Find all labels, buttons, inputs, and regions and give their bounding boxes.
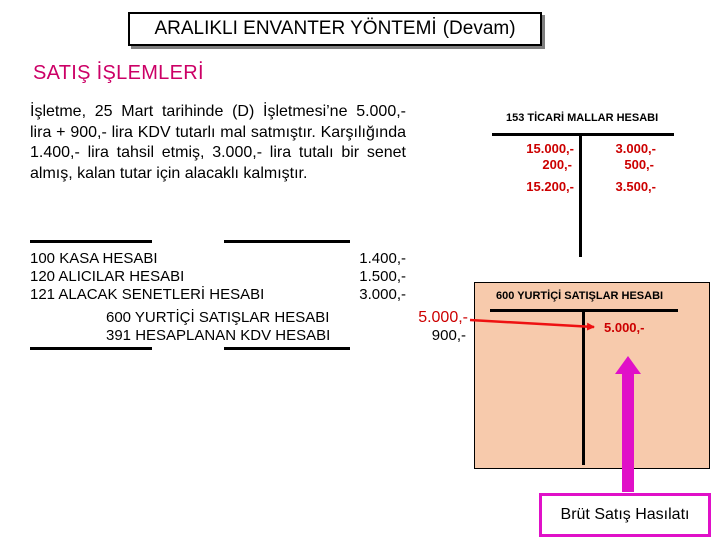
journal-debit-account: 100 KASA HESABI xyxy=(30,250,158,267)
t153-debit-total: 15.200,- xyxy=(526,179,574,194)
gross-sales-label: Brüt Satış Hasılatı xyxy=(560,506,690,523)
journal-credit-amount: 900,- xyxy=(431,327,466,344)
t-account-600-title: 600 YURTİÇİ SATIŞLAR HESABI xyxy=(496,290,664,302)
journal-debit-amount: 1.400,- xyxy=(359,250,406,267)
journal-credit-account: 600 YURTİÇİ SATIŞLAR HESABI xyxy=(106,309,330,326)
up-arrow-icon xyxy=(615,356,641,492)
gross-sales-box xyxy=(539,493,711,537)
t153-credit-value: 3.000,- xyxy=(615,141,656,156)
t600-credit-value: 5.000,- xyxy=(604,320,645,335)
t-account-153-title: 153 TİCARİ MALLAR HESABI xyxy=(506,112,659,124)
section-subtitle: SATIŞ İŞLEMLERİ xyxy=(33,62,204,84)
journal-debit-account: 120 ALICILAR HESABI xyxy=(30,268,185,285)
journal-credit-account: 391 HESAPLANAN KDV HESABI xyxy=(106,327,331,344)
transfer-arrow xyxy=(470,320,594,327)
t153-credit-total: 3.500,- xyxy=(615,179,656,194)
t153-credit-value: 500,- xyxy=(624,157,654,172)
page-title: ARALIKLI ENVANTER YÖNTEMİ xyxy=(154,18,437,39)
t153-debit-value: 15.000,- xyxy=(526,141,574,156)
journal-credit-amount-highlight: 5.000,- xyxy=(418,309,468,326)
journal-debit-amount: 1.500,- xyxy=(359,268,406,285)
page-title-suffix: (Devam) xyxy=(442,18,516,39)
journal-debit-account: 121 ALACAK SENETLERİ HESABI xyxy=(30,286,265,303)
t153-debit-value: 200,- xyxy=(542,157,572,172)
problem-description: İşletme, 25 Mart tarihinde (D) İşletmesi’ne 5.000,- lira + 900,- lira KDV tutarlı mal satmıştır. Karşılığında 1.400,- lira tahsil etmiş, 3.000,- lira tutalı bir senet almış, kalan tutar için alacaklı kalmıştır. xyxy=(30,103,406,182)
journal-debit-amount: 3.000,- xyxy=(359,286,406,303)
